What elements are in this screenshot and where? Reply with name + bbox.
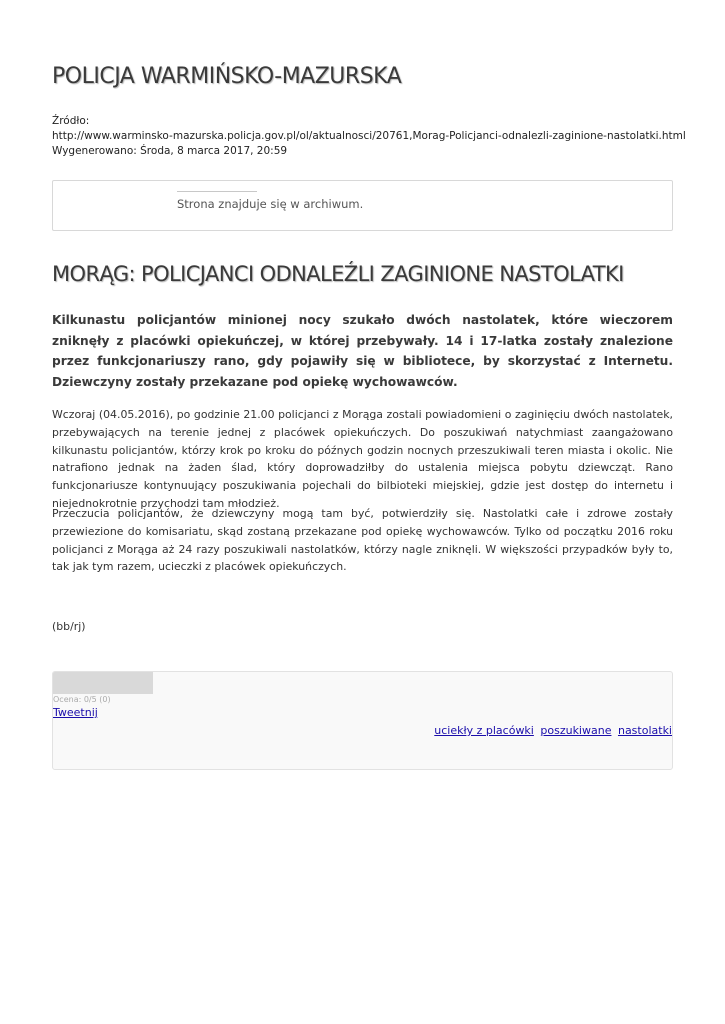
source-label: Źródło:: [52, 115, 90, 127]
tag-list: [431, 724, 672, 737]
archive-divider: [177, 191, 257, 192]
source-info: [52, 114, 692, 159]
archive-notice: Strona znajduje się w archiwum.: [177, 197, 364, 211]
article-lead: Kilkunastu policjantów minionej nocy szukało dwóch nastolatek, które wieczorem zniknęły z placówki opiekuńczej, w której przebywały. 14 i 17-latka zostały znalezione przez funkcjonariuszy rano, gdy pojawiły się w bibliotece, by skorzystać z Internetu. Dziewczyny zostały przekazane pod opiekę wychowawców.: [52, 313, 673, 389]
tweet-link[interactable]: Tweetnij: [53, 706, 98, 719]
tag-link[interactable]: poszukiwane: [540, 724, 612, 737]
generated-date: Wygenerowano: Środa, 8 marca 2017, 20:59: [52, 145, 288, 157]
article-signature: (bb/rj): [52, 620, 86, 633]
article-title: MORĄG: POLICJANCI ODNALEŹLI ZAGINIONE NASTOLATKI: [52, 262, 624, 286]
article-paragraph: Wczoraj (04.05.2016), po godzinie 21.00 policjanci z Morąga zostali powiadomieni o zaginięciu dwóch nastolatek, przebywających na terenie jednej z placówek opiekuńczych. Do poszukiwań natychmiast zaangażowano kilkunastu policjantów, którzy krok po kroku do późnych godzin nocnych przeszukiwali teren miasta i okolic. Nie natrafiono jednak na żaden ślad, który doprowadziłby do ustalenia miejsca pobytu dziewcząt. Rano funkcjonariusze kontynuujący poszukiwania pojechali do bilbioteki miejskiej, gdzie jest dostęp do internetu i niejednokrotnie przychodzi tam młodzież.: [52, 408, 673, 510]
article-footer: [52, 671, 673, 770]
tag-link[interactable]: uciekły z placówki: [434, 724, 534, 737]
source-url: http://www.warminsko-mazurska.policja.gov.pl/ol/aktualnosci/20761,Morag-Policjanci-odnalezli-zaginione-nastolatki.html: [52, 130, 686, 142]
archive-notice-box: [52, 180, 673, 231]
tag-link[interactable]: nastolatki: [617, 724, 672, 737]
site-title: POLICJA WARMIŃSKO-MAZURSKA: [52, 64, 402, 89]
rating-stars-widget[interactable]: [53, 672, 153, 694]
rating-text: Ocena: 0/5 (0): [53, 695, 111, 704]
article-paragraph: Przeczucia policjantów, że dziewczyny mogą tam być, potwierdziły się. Nastolatki całe i zdrowe zostały przewiezione do komisariatu, skąd zostaną przekazane pod opiekę wychowawców. Tylko od początku 2016 roku policjanci z Morąga aż 24 razy poszukiwali nastolatków, którzy nagle zniknęli. W większości przypadków były to, tak jak tym razem, ucieczki z placówek opiekuńczych.: [52, 507, 673, 574]
